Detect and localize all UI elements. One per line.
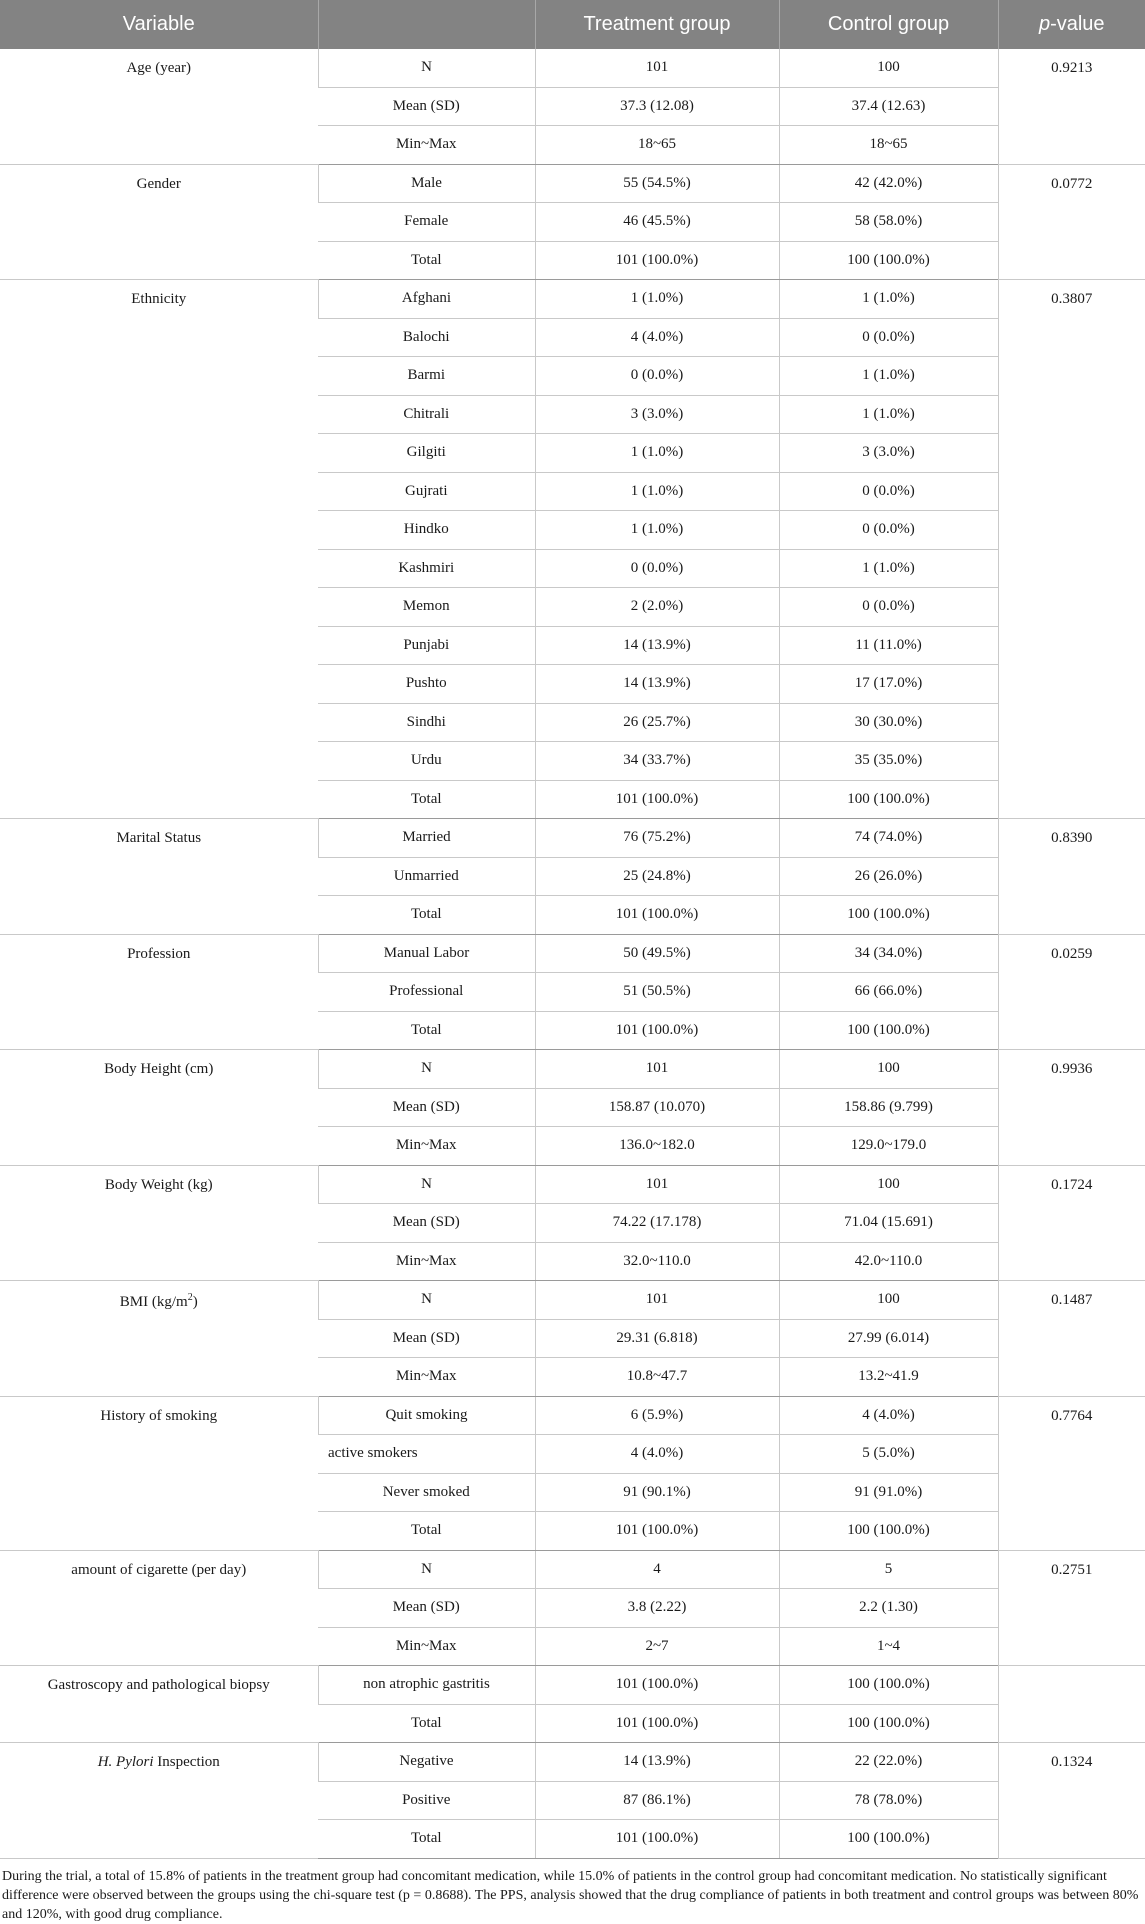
- subcategory-cell: Pushto: [318, 665, 535, 704]
- subcategory-cell: Negative: [318, 1743, 535, 1782]
- control-value-cell: 5 (5.0%): [779, 1435, 998, 1474]
- subcategory-cell: Unmarried: [318, 857, 535, 896]
- treatment-value-cell: 2~7: [535, 1627, 779, 1666]
- p-value-cell: 0.0259: [998, 934, 1145, 1050]
- control-value-cell: 100: [779, 1050, 998, 1089]
- subcategory-cell: Kashmiri: [318, 549, 535, 588]
- table-row: [0, 1550, 1145, 1589]
- subcategory-cell: Min~Max: [318, 1627, 535, 1666]
- subcategory-cell: N: [318, 1050, 535, 1089]
- treatment-value-cell: 3 (3.0%): [535, 395, 779, 434]
- treatment-value-cell: 32.0~110.0: [535, 1242, 779, 1281]
- treatment-value-cell: 101: [535, 49, 779, 87]
- control-value-cell: 42.0~110.0: [779, 1242, 998, 1281]
- control-value-cell: 4 (4.0%): [779, 1396, 998, 1435]
- control-value-cell: 74 (74.0%): [779, 819, 998, 858]
- variable-name: H. Pylori: [97, 1754, 154, 1770]
- control-value-cell: 0 (0.0%): [779, 511, 998, 550]
- treatment-value-cell: 87 (86.1%): [535, 1781, 779, 1820]
- variable-name-cell: [0, 934, 318, 1050]
- subcategory-cell: Positive: [318, 1781, 535, 1820]
- p-value-cell: 0.9213: [998, 49, 1145, 164]
- control-value-cell: 1 (1.0%): [779, 549, 998, 588]
- treatment-value-cell: 101 (100.0%): [535, 780, 779, 819]
- table-row: [0, 1050, 1145, 1089]
- subcategory-cell: Manual Labor: [318, 934, 535, 973]
- variable-name-suffix: Inspection: [153, 1754, 220, 1770]
- table-footnote: During the trial, a total of 15.8% of patients in the treatment group had concomitant medication, while 15.0% of patients in the control group had concomitant medication. No statistically significant difference were observed between the groups using the chi-square test (p = 0.8688). The PPS, analysis showed that the drug compliance of patients in both treatment and control groups was between 80% and 120%, with good drug compliance.: [2, 1868, 1139, 1922]
- table-row: [0, 1743, 1145, 1782]
- variable-name: Ethnicity: [131, 291, 187, 307]
- treatment-value-cell: 51 (50.5%): [535, 973, 779, 1012]
- control-value-cell: 91 (91.0%): [779, 1473, 998, 1512]
- control-value-cell: 100: [779, 49, 998, 87]
- treatment-value-cell: 14 (13.9%): [535, 665, 779, 704]
- subcategory-cell: Min~Max: [318, 126, 535, 165]
- subcategory-cell: Male: [318, 164, 535, 203]
- control-value-cell: 129.0~179.0: [779, 1127, 998, 1166]
- p-value-cell: 0.9936: [998, 1050, 1145, 1166]
- treatment-value-cell: 101: [535, 1281, 779, 1320]
- control-value-cell: 2.2 (1.30): [779, 1589, 998, 1628]
- control-value-cell: 100 (100.0%): [779, 896, 998, 935]
- treatment-value-cell: 76 (75.2%): [535, 819, 779, 858]
- table-row: [0, 819, 1145, 858]
- variable-name-cell: [0, 164, 318, 280]
- treatment-value-cell: 55 (54.5%): [535, 164, 779, 203]
- subcategory-cell: Urdu: [318, 742, 535, 781]
- subcategory-cell: Mean (SD): [318, 1204, 535, 1243]
- subcategory-cell: Total: [318, 1704, 535, 1743]
- treatment-value-cell: 3.8 (2.22): [535, 1589, 779, 1628]
- table-row: [0, 1396, 1145, 1435]
- variable-name: History of smoking: [100, 1407, 218, 1424]
- treatment-value-cell: 101 (100.0%): [535, 1666, 779, 1705]
- subcategory-cell: active smokers: [318, 1435, 535, 1474]
- subcategory-cell: Mean (SD): [318, 1589, 535, 1628]
- control-value-cell: 13.2~41.9: [779, 1358, 998, 1397]
- table-body: [0, 49, 1145, 1858]
- treatment-value-cell: 34 (33.7%): [535, 742, 779, 781]
- control-value-cell: 1 (1.0%): [779, 395, 998, 434]
- subcategory-cell: Gujrati: [318, 472, 535, 511]
- control-value-cell: 3 (3.0%): [779, 434, 998, 473]
- p-value-cell: 0.2751: [998, 1550, 1145, 1666]
- subcategory-cell: Min~Max: [318, 1242, 535, 1281]
- header-p-value: [998, 0, 1145, 49]
- treatment-value-cell: 46 (45.5%): [535, 203, 779, 242]
- header-row: [0, 0, 1145, 49]
- control-value-cell: 0 (0.0%): [779, 318, 998, 357]
- treatment-value-cell: 4 (4.0%): [535, 1435, 779, 1474]
- control-value-cell: 5: [779, 1550, 998, 1589]
- subcategory-cell: N: [318, 49, 535, 87]
- variable-name-cell: [0, 1396, 318, 1550]
- p-value-cell: 0.1487: [998, 1281, 1145, 1397]
- subcategory-cell: Total: [318, 896, 535, 935]
- treatment-value-cell: 25 (24.8%): [535, 857, 779, 896]
- variable-name: Profession: [127, 945, 191, 962]
- subcategory-cell: Punjabi: [318, 626, 535, 665]
- control-value-cell: 100 (100.0%): [779, 780, 998, 819]
- subcategory-cell: Professional: [318, 973, 535, 1012]
- p-value-cell: 0.3807: [998, 280, 1145, 819]
- subcategory-cell: Female: [318, 203, 535, 242]
- treatment-value-cell: 10.8~47.7: [535, 1358, 779, 1397]
- control-value-cell: 100 (100.0%): [779, 1512, 998, 1551]
- subcategory-cell: Married: [318, 819, 535, 858]
- treatment-value-cell: 4 (4.0%): [535, 318, 779, 357]
- control-value-cell: 1 (1.0%): [779, 280, 998, 319]
- control-value-cell: 58 (58.0%): [779, 203, 998, 242]
- variable-name-suffix: ): [192, 1294, 198, 1310]
- control-value-cell: 30 (30.0%): [779, 703, 998, 742]
- control-value-cell: 34 (34.0%): [779, 934, 998, 973]
- subcategory-cell: Mean (SD): [318, 1088, 535, 1127]
- control-value-cell: 1~4: [779, 1627, 998, 1666]
- control-value-cell: 35 (35.0%): [779, 742, 998, 781]
- variable-name: Gender: [136, 175, 181, 192]
- table-row: [0, 1666, 1145, 1705]
- treatment-value-cell: 101 (100.0%): [535, 896, 779, 935]
- subcategory-cell: Afghani: [318, 280, 535, 319]
- subcategory-cell: Barmi: [318, 357, 535, 396]
- control-value-cell: 0 (0.0%): [779, 588, 998, 627]
- variable-name: Age (year): [126, 60, 192, 76]
- control-value-cell: 100 (100.0%): [779, 241, 998, 280]
- variable-name-cell: [0, 1281, 318, 1397]
- variable-name-cell: [0, 1666, 318, 1743]
- subcategory-cell: Total: [318, 1512, 535, 1551]
- treatment-value-cell: 0 (0.0%): [535, 549, 779, 588]
- subcategory-cell: Mean (SD): [318, 1319, 535, 1358]
- subcategory-cell: Chitrali: [318, 395, 535, 434]
- treatment-value-cell: 101: [535, 1165, 779, 1204]
- treatment-value-cell: 0 (0.0%): [535, 357, 779, 396]
- subcategory-cell: Total: [318, 241, 535, 280]
- control-value-cell: 42 (42.0%): [779, 164, 998, 203]
- treatment-value-cell: 50 (49.5%): [535, 934, 779, 973]
- subcategory-cell: Min~Max: [318, 1127, 535, 1166]
- treatment-value-cell: 4: [535, 1550, 779, 1589]
- control-value-cell: 1 (1.0%): [779, 357, 998, 396]
- treatment-value-cell: 101 (100.0%): [535, 1011, 779, 1050]
- treatment-value-cell: 18~65: [535, 126, 779, 165]
- subcategory-cell: Quit smoking: [318, 1396, 535, 1435]
- variable-name-superscript: 2: [187, 1292, 193, 1303]
- variable-name-cell: [0, 280, 318, 819]
- control-value-cell: 22 (22.0%): [779, 1743, 998, 1782]
- variable-name: BMI (kg/m: [119, 1294, 188, 1310]
- variable-name-cell: [0, 1165, 318, 1281]
- subcategory-cell: Total: [318, 1820, 535, 1859]
- treatment-value-cell: 37.3 (12.08): [535, 87, 779, 126]
- subcategory-cell: N: [318, 1165, 535, 1204]
- variable-name-cell: [0, 819, 318, 935]
- control-value-cell: 27.99 (6.014): [779, 1319, 998, 1358]
- control-value-cell: 78 (78.0%): [779, 1781, 998, 1820]
- variable-name: amount of cigarette (per day): [71, 1561, 247, 1578]
- control-value-cell: 71.04 (15.691): [779, 1204, 998, 1243]
- subcategory-cell: Hindko: [318, 511, 535, 550]
- treatment-value-cell: 29.31 (6.818): [535, 1319, 779, 1358]
- variable-name-cell: [0, 1743, 318, 1859]
- control-value-cell: 18~65: [779, 126, 998, 165]
- header-p-letter: p: [1038, 13, 1051, 35]
- control-value-cell: 37.4 (12.63): [779, 87, 998, 126]
- treatment-value-cell: 1 (1.0%): [535, 434, 779, 473]
- subcategory-cell: Balochi: [318, 318, 535, 357]
- header-p-suffix: -value: [1050, 13, 1105, 35]
- table-row: [0, 49, 1145, 87]
- treatment-value-cell: 2 (2.0%): [535, 588, 779, 627]
- treatment-value-cell: 1 (1.0%): [535, 472, 779, 511]
- control-value-cell: 17 (17.0%): [779, 665, 998, 704]
- subcategory-cell: Sindhi: [318, 703, 535, 742]
- treatment-value-cell: 26 (25.7%): [535, 703, 779, 742]
- table-row: [0, 280, 1145, 319]
- control-value-cell: 11 (11.0%): [779, 626, 998, 665]
- variable-name-cell: [0, 1550, 318, 1666]
- subcategory-cell: non atrophic gastritis: [318, 1666, 535, 1705]
- control-value-cell: 100 (100.0%): [779, 1820, 998, 1859]
- control-value-cell: 66 (66.0%): [779, 973, 998, 1012]
- subcategory-cell: Total: [318, 1011, 535, 1050]
- treatment-value-cell: 14 (13.9%): [535, 626, 779, 665]
- p-value-cell: 0.1724: [998, 1165, 1145, 1281]
- variable-name-cell: [0, 49, 318, 164]
- table-row: [0, 164, 1145, 203]
- header-treatment-group: Treatment group: [535, 0, 779, 49]
- treatment-value-cell: 101 (100.0%): [535, 1704, 779, 1743]
- table-row: [0, 1281, 1145, 1320]
- treatment-value-cell: 101 (100.0%): [535, 241, 779, 280]
- p-value-cell: 0.0772: [998, 164, 1145, 280]
- p-value-cell: 0.1324: [998, 1743, 1145, 1859]
- variable-name: Gastroscopy and pathological biopsy: [47, 1677, 270, 1693]
- variable-name: Body Weight (kg): [104, 1176, 213, 1193]
- header-subcategory: [318, 0, 535, 49]
- control-value-cell: 100: [779, 1281, 998, 1320]
- treatment-value-cell: 6 (5.9%): [535, 1396, 779, 1435]
- control-value-cell: 100 (100.0%): [779, 1704, 998, 1743]
- subcategory-cell: N: [318, 1281, 535, 1320]
- subcategory-cell: Mean (SD): [318, 87, 535, 126]
- treatment-value-cell: 101: [535, 1050, 779, 1089]
- variable-name: Marital Status: [116, 830, 202, 846]
- header-variable: Variable: [0, 0, 318, 49]
- variable-name-cell: [0, 1050, 318, 1166]
- table-row: [0, 934, 1145, 973]
- treatment-value-cell: 91 (90.1%): [535, 1473, 779, 1512]
- subcategory-cell: Never smoked: [318, 1473, 535, 1512]
- header-control-group: Control group: [779, 0, 998, 49]
- p-value-cell: 0.8390: [998, 819, 1145, 935]
- control-value-cell: 100: [779, 1165, 998, 1204]
- variable-name: Body Height (cm): [104, 1061, 214, 1077]
- control-value-cell: 0 (0.0%): [779, 472, 998, 511]
- treatment-value-cell: 158.87 (10.070): [535, 1088, 779, 1127]
- treatment-value-cell: 136.0~182.0: [535, 1127, 779, 1166]
- table-row: [0, 1165, 1145, 1204]
- control-value-cell: 100 (100.0%): [779, 1011, 998, 1050]
- treatment-value-cell: 14 (13.9%): [535, 1743, 779, 1782]
- subcategory-cell: Memon: [318, 588, 535, 627]
- treatment-value-cell: 101 (100.0%): [535, 1512, 779, 1551]
- subcategory-cell: N: [318, 1550, 535, 1589]
- subcategory-cell: Min~Max: [318, 1358, 535, 1397]
- p-value-cell: [998, 1666, 1145, 1743]
- treatment-value-cell: 74.22 (17.178): [535, 1204, 779, 1243]
- treatment-value-cell: 1 (1.0%): [535, 511, 779, 550]
- subcategory-cell: Total: [318, 780, 535, 819]
- treatment-value-cell: 1 (1.0%): [535, 280, 779, 319]
- control-value-cell: 100 (100.0%): [779, 1666, 998, 1705]
- control-value-cell: 158.86 (9.799): [779, 1088, 998, 1127]
- p-value-cell: 0.7764: [998, 1396, 1145, 1550]
- subcategory-cell: Gilgiti: [318, 434, 535, 473]
- control-value-cell: 26 (26.0%): [779, 857, 998, 896]
- treatment-value-cell: 101 (100.0%): [535, 1820, 779, 1859]
